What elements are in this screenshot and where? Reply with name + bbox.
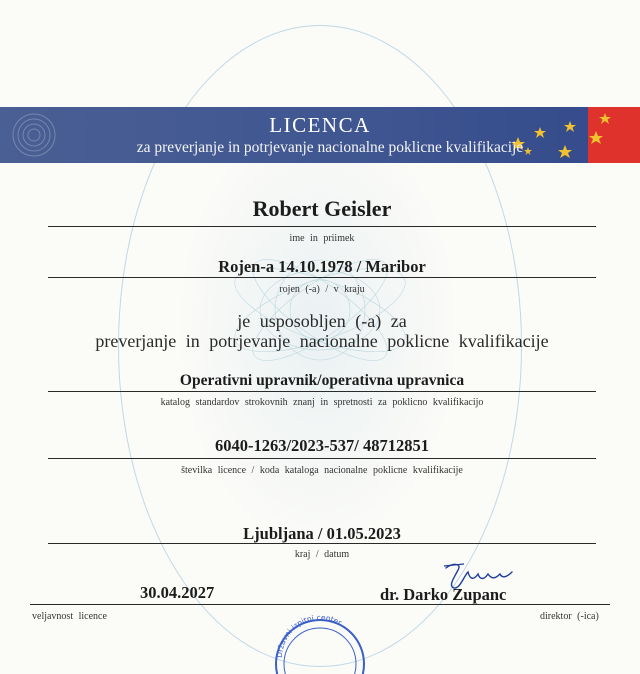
- rule-qualification: [48, 391, 596, 392]
- rule-license: [48, 458, 596, 459]
- place-date-caption: kraj / datum: [294, 549, 350, 560]
- holder-name-caption: ime in priimek: [289, 233, 355, 244]
- statement-line-2: preverjanje in potrjevanje nacionalne poklicne kvalifikacije: [95, 331, 549, 351]
- seal-text: Državni izpitni center: [274, 614, 344, 659]
- certificate-subtitle: za preverjanje in potrjevanje nacionalne poklicne kvalifikacije: [136, 139, 524, 156]
- place-date: Ljubljana / 01.05.2023: [243, 524, 401, 543]
- director-caption: direktor (-ica): [540, 611, 599, 622]
- qualification-title: Operativni upravnik/operativna upravnica: [179, 372, 465, 389]
- validity-caption: veljavnost licence: [32, 611, 107, 622]
- seal-stamp: [260, 614, 380, 674]
- license-caption: številka licence / koda kataloga nacionalne poklicne kvalifikacije: [181, 465, 463, 476]
- rule-birth: [48, 277, 596, 278]
- rule-name: [48, 226, 596, 227]
- holder-birth: Rojen-a 14.10.1978 / Maribor: [218, 257, 426, 276]
- rule-signatures: [30, 604, 610, 605]
- svg-text:Državni izpitni center: [275, 614, 344, 658]
- signature-mark: [440, 558, 520, 592]
- rule-place-date: [48, 543, 596, 544]
- holder-birth-caption: rojen (-a) / v kraju: [279, 284, 365, 295]
- certificate-title: LICENCA: [269, 113, 371, 137]
- director-name: dr. Darko Zupanc: [380, 585, 507, 604]
- statement-line-1: je usposobljen (-a) za: [237, 311, 407, 331]
- license-number: 6040-1263/2023-537/ 48712851: [214, 436, 430, 455]
- validity-date: 30.04.2027: [140, 583, 215, 602]
- holder-name: Robert Geisler: [252, 196, 392, 221]
- qualification-caption: katalog standardov strokovnih znanj in spretnosti za poklicno kvalifikacijo: [160, 397, 484, 408]
